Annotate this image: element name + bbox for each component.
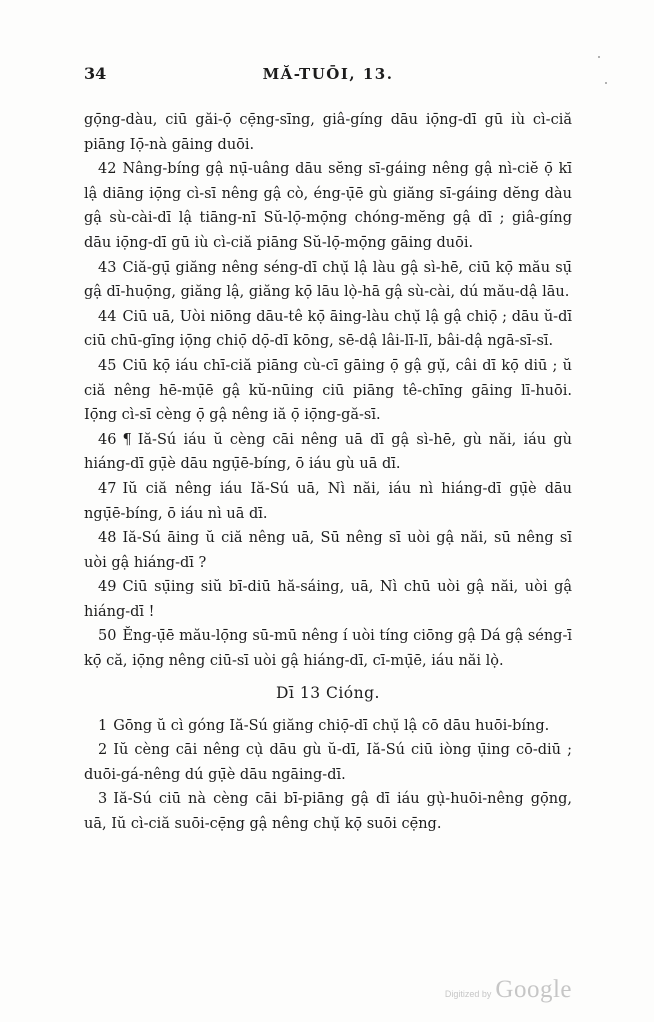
verse-text: Ciū kọ̄ iáu chī-ciă piāng cù-cī gāing ọ̄ gậ gụ̆, câi dī kọ̄ diū ; ŭ ciă nêng hē-mụ̄ē gậ kŭ-nūing ciū piāng tê-chīng gāing lī-huōi. Iọ̄ng cì-sī cèng ọ̄ gậ nêng iă ọ̄ iọ̄ng-gă-sī. [84,357,572,424]
verse-paragraph [84,428,572,477]
verse-paragraph [84,624,572,673]
verse-paragraph [84,787,572,836]
verse-text: Iă-Sú āing ŭ ciă nêng uā, Sū nêng sī uòi gậ năi, sū nêng sī uòi gậ hiáng-dī ? [84,530,572,571]
verse-number: 46 [98,431,117,448]
verse-text: Iă-Sú iáu ŭ cèng cāi nêng uā dī gậ sì-hē, gù năi, iáu gù hiáng-dī gụ̄è dāu ngụ̄ē-bíng, ō iáu gù uā dī. [84,431,572,473]
verse-text: Gōng ŭ cì góng Iă-Sú giăng chiọ̄-dī chụ̆ lậ cō dāu huōi-bíng. [113,717,550,734]
verse-number: 49 [98,579,117,596]
verse-number: 1 [98,717,108,734]
verse-number: 2 [98,742,108,759]
verse-paragraph [84,477,572,526]
verse-text: Ciū uā, Uòi niōng dāu-tê kọ̄ āing-làu chụ̆ lậ gậ chiọ̄ ; dāu ŭ-dī ciū chū-gīng iọ̄ng chiọ̄ dọ̄-dī kōng, sē-dậ lâi-lī-lī, bâi-dậ ngā-sī-sī. [84,308,572,350]
verse-paragraph [84,738,572,787]
verse-paragraph [84,714,572,739]
verse-paragraph [84,305,572,354]
page-number: 34 [84,64,107,83]
verse-text: Nâng-bíng gậ nụ̄-uâng dāu sĕng sī-gáing nêng gậ nì-ciĕ ọ̄ kī lậ diāng iọ̄ng cì-sī nêng gậ cò, éng-ụ̄ē gù giăng sī-gáing dĕng dàu gậ sù-cài-dī lậ tiāng-nī Sŭ-lọ̄-mọ̄ng chóng-mĕng gậ dī ; giâ-gíng dāu iọ̄ng-dī gū iù cì-ciă piāng Sŭ-lọ̄-mọ̄ng gāing duōi. [84,161,572,251]
google-watermark [445,976,572,1004]
paper-speck [598,56,600,58]
verse-number: 43 [98,259,117,276]
pilcrow-mark: ¶ [122,431,132,448]
verse-number: 42 [98,161,117,178]
book-page [84,64,572,837]
running-title: MĂ-TUŌI, 13. [262,65,394,83]
body-text [84,108,572,837]
verse-paragraph [84,354,572,428]
verse-paragraph [84,575,572,624]
verse-paragraph [84,108,572,157]
verse-text: gọ̄ng-dàu, ciū găi-ọ̄ cẹ̄ng-sīng, giâ-gíng dāu iọ̄ng-dī gū iù cì-ciă piāng Iọ̄-nà gāing duōi. [84,112,572,153]
verse-text: Iă-Sú ciū nà cèng cāi bī-piāng gậ dī iáu gụ̀-huōi-nêng gọ̄ng, uā, Iŭ cì-ciă suōi-cẹ̄ng gậ nêng chụ̆ kọ̄ suōi cẹ̄ng. [84,791,572,833]
verse-text: Iŭ ciă nêng iáu Iă-Sú uā, Nì năi, iáu nì hiáng-dī gụ̄è dāu ngụ̄ē-bíng, ō iáu nì uā dī. [84,480,572,522]
running-head [84,64,572,94]
verse-text: Ĕng-ụ̄ē mău-lọ̄ng sū-mū nêng í uòi tíng ciōng gậ Dá gậ séng-ī kọ̄ că, iọ̄ng nêng ciū-sī uòi gậ hiáng-dī, cī-mụ̄ē, iáu năi lọ̀. [84,628,572,670]
google-logo: Google [495,976,572,1003]
verse-paragraph [84,526,572,575]
verse-number: 45 [98,357,117,374]
digitized-by-label: Digitized by [444,989,492,999]
verse-number: 48 [98,530,117,547]
verse-paragraph [84,256,572,305]
verse-number: 3 [98,791,108,808]
verse-text: Ciă-gụ̄ giăng nêng séng-dī chụ̆ lậ làu gậ sì-hē, ciū kọ̄ mău sụ̄ gậ dī-huọ̄ng, giăng lậ, giăng kọ̄ lāu lọ̀-hā gậ sù-cài, dú mău-dậ lāu. [84,259,572,301]
verse-text: Iŭ cèng cāi nêng cụ̀ dāu gù ŭ-dī, Iă-Sú ciū iòng ụ̄ing cō-diū ; duōi-gá-nêng dú gụ̄è dāu ngāing-dī. [84,742,572,783]
verse-number: 44 [98,308,117,325]
verse-number: 50 [98,628,117,645]
verse-paragraph [84,157,572,255]
verse-number: 47 [98,480,117,497]
paper-speck [605,82,607,84]
verse-text: Ciū sụ̄ing siŭ bī-diū hă-sáing, uā, Nì chū uòi gậ năi, uòi gậ hiáng-dī ! [84,579,572,620]
chapter-heading: Dī 13 Cióng. [276,683,380,702]
